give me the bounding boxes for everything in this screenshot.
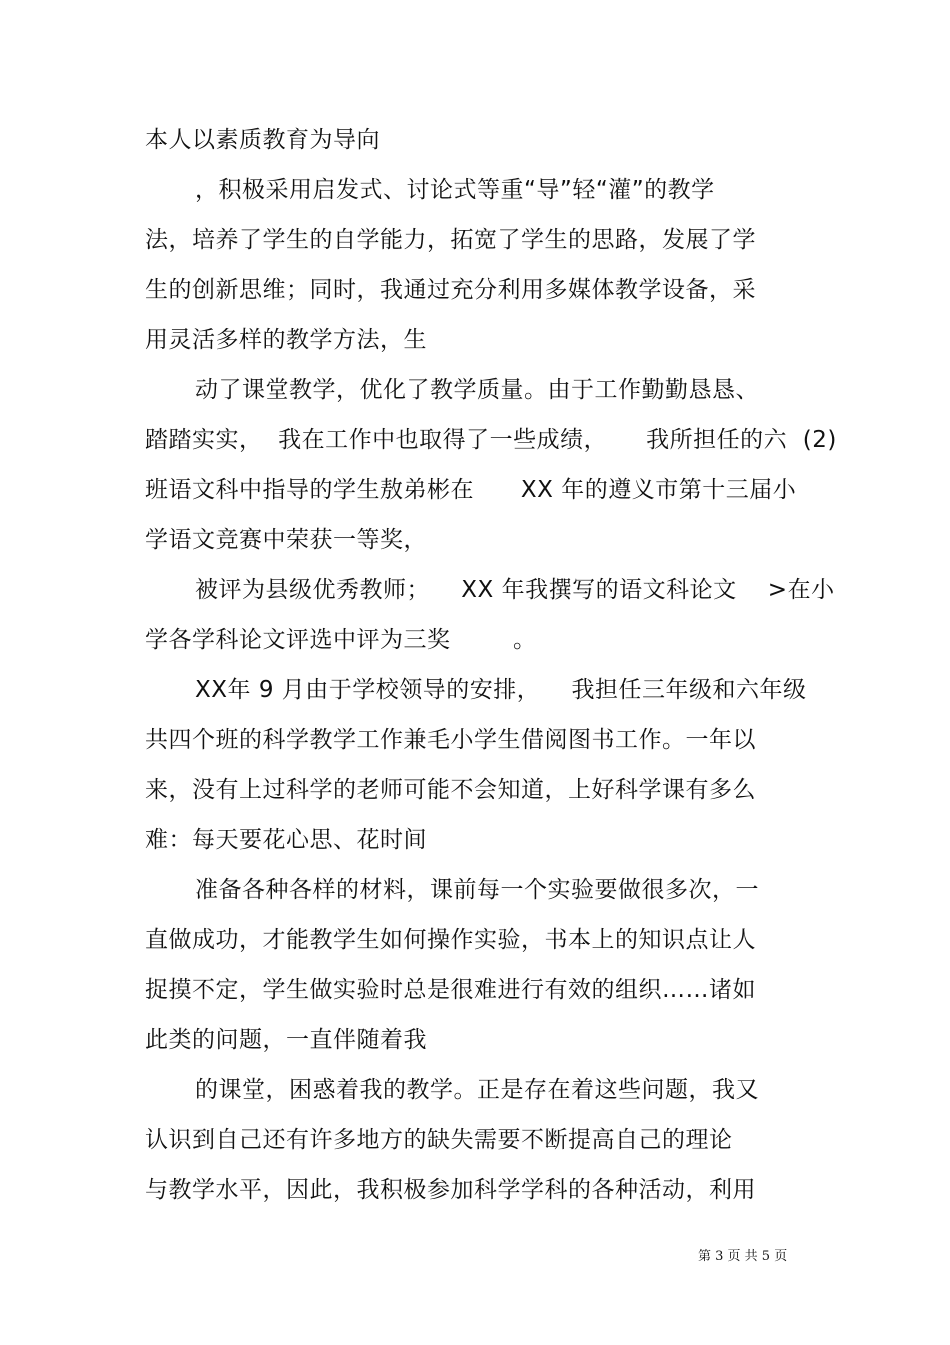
text-line: 学语文竞赛中荣获一等奖， (145, 527, 427, 553)
text-line: 法，培养了学生的自学能力，拓宽了学生的思路，发展了学 (145, 227, 756, 253)
text-line: XX年 9 月由于学校领导的安排， 我担任三年级和六年级 (195, 677, 807, 703)
page-number: 第 3 页 共 5 页 (698, 1249, 788, 1264)
text-line: 共四个班的科学教学工作兼毛小学生借阅图书工作。一年以 (145, 727, 756, 753)
text-line: 的课堂，困惑着我的教学。正是存在着这些问题，我又 (195, 1077, 759, 1103)
text-line: 直做成功，才能教学生如何操作实验，书本上的知识点让人 (145, 927, 756, 953)
text-line: 被评为县级优秀教师； XX 年我撰写的语文科论文 >在小 (195, 577, 835, 603)
text-line: 本人以素质教育为导向 (145, 127, 380, 153)
text-line: 捉摸不定，学生做实验时总是很难进行有效的组织……诸如 (145, 977, 756, 1003)
text-line: 与教学水平，因此，我积极参加科学学科的各种活动，利用 (145, 1177, 756, 1203)
text-line: ，积极采用启发式、讨论式等重“导”轻“灌”的教学 (195, 177, 715, 203)
text-line: 来，没有上过科学的老师可能不会知道，上好科学课有多么 (145, 777, 756, 803)
text-line: 此类的问题，一直伴随着我 (145, 1027, 427, 1053)
text-line: 认识到自己还有许多地方的缺失需要不断提高自己的理论 (145, 1127, 733, 1153)
text-line: 班语文科中指导的学生敖弟彬在 XX 年的遵义市第十三届小 (145, 477, 797, 503)
text-line: 难：每天要花心思、花时间 (145, 827, 427, 853)
text-line: 动了课堂教学，优化了教学质量。由于工作勤勤恳恳、 (195, 377, 759, 403)
text-line: 准备各种各样的材料，课前每一个实验要做很多次，一 (195, 877, 759, 903)
text-line: 生的创新思维；同时，我通过充分利用多媒体教学设备，采 (145, 277, 756, 303)
text-line: 踏踏实实， 我在工作中也取得了一些成绩， 我所担任的六 (2) (145, 427, 837, 453)
text-line: 用灵活多样的教学方法，生 (145, 327, 427, 353)
text-line: 学各学科论文评选中评为三奖 。 (145, 627, 537, 653)
